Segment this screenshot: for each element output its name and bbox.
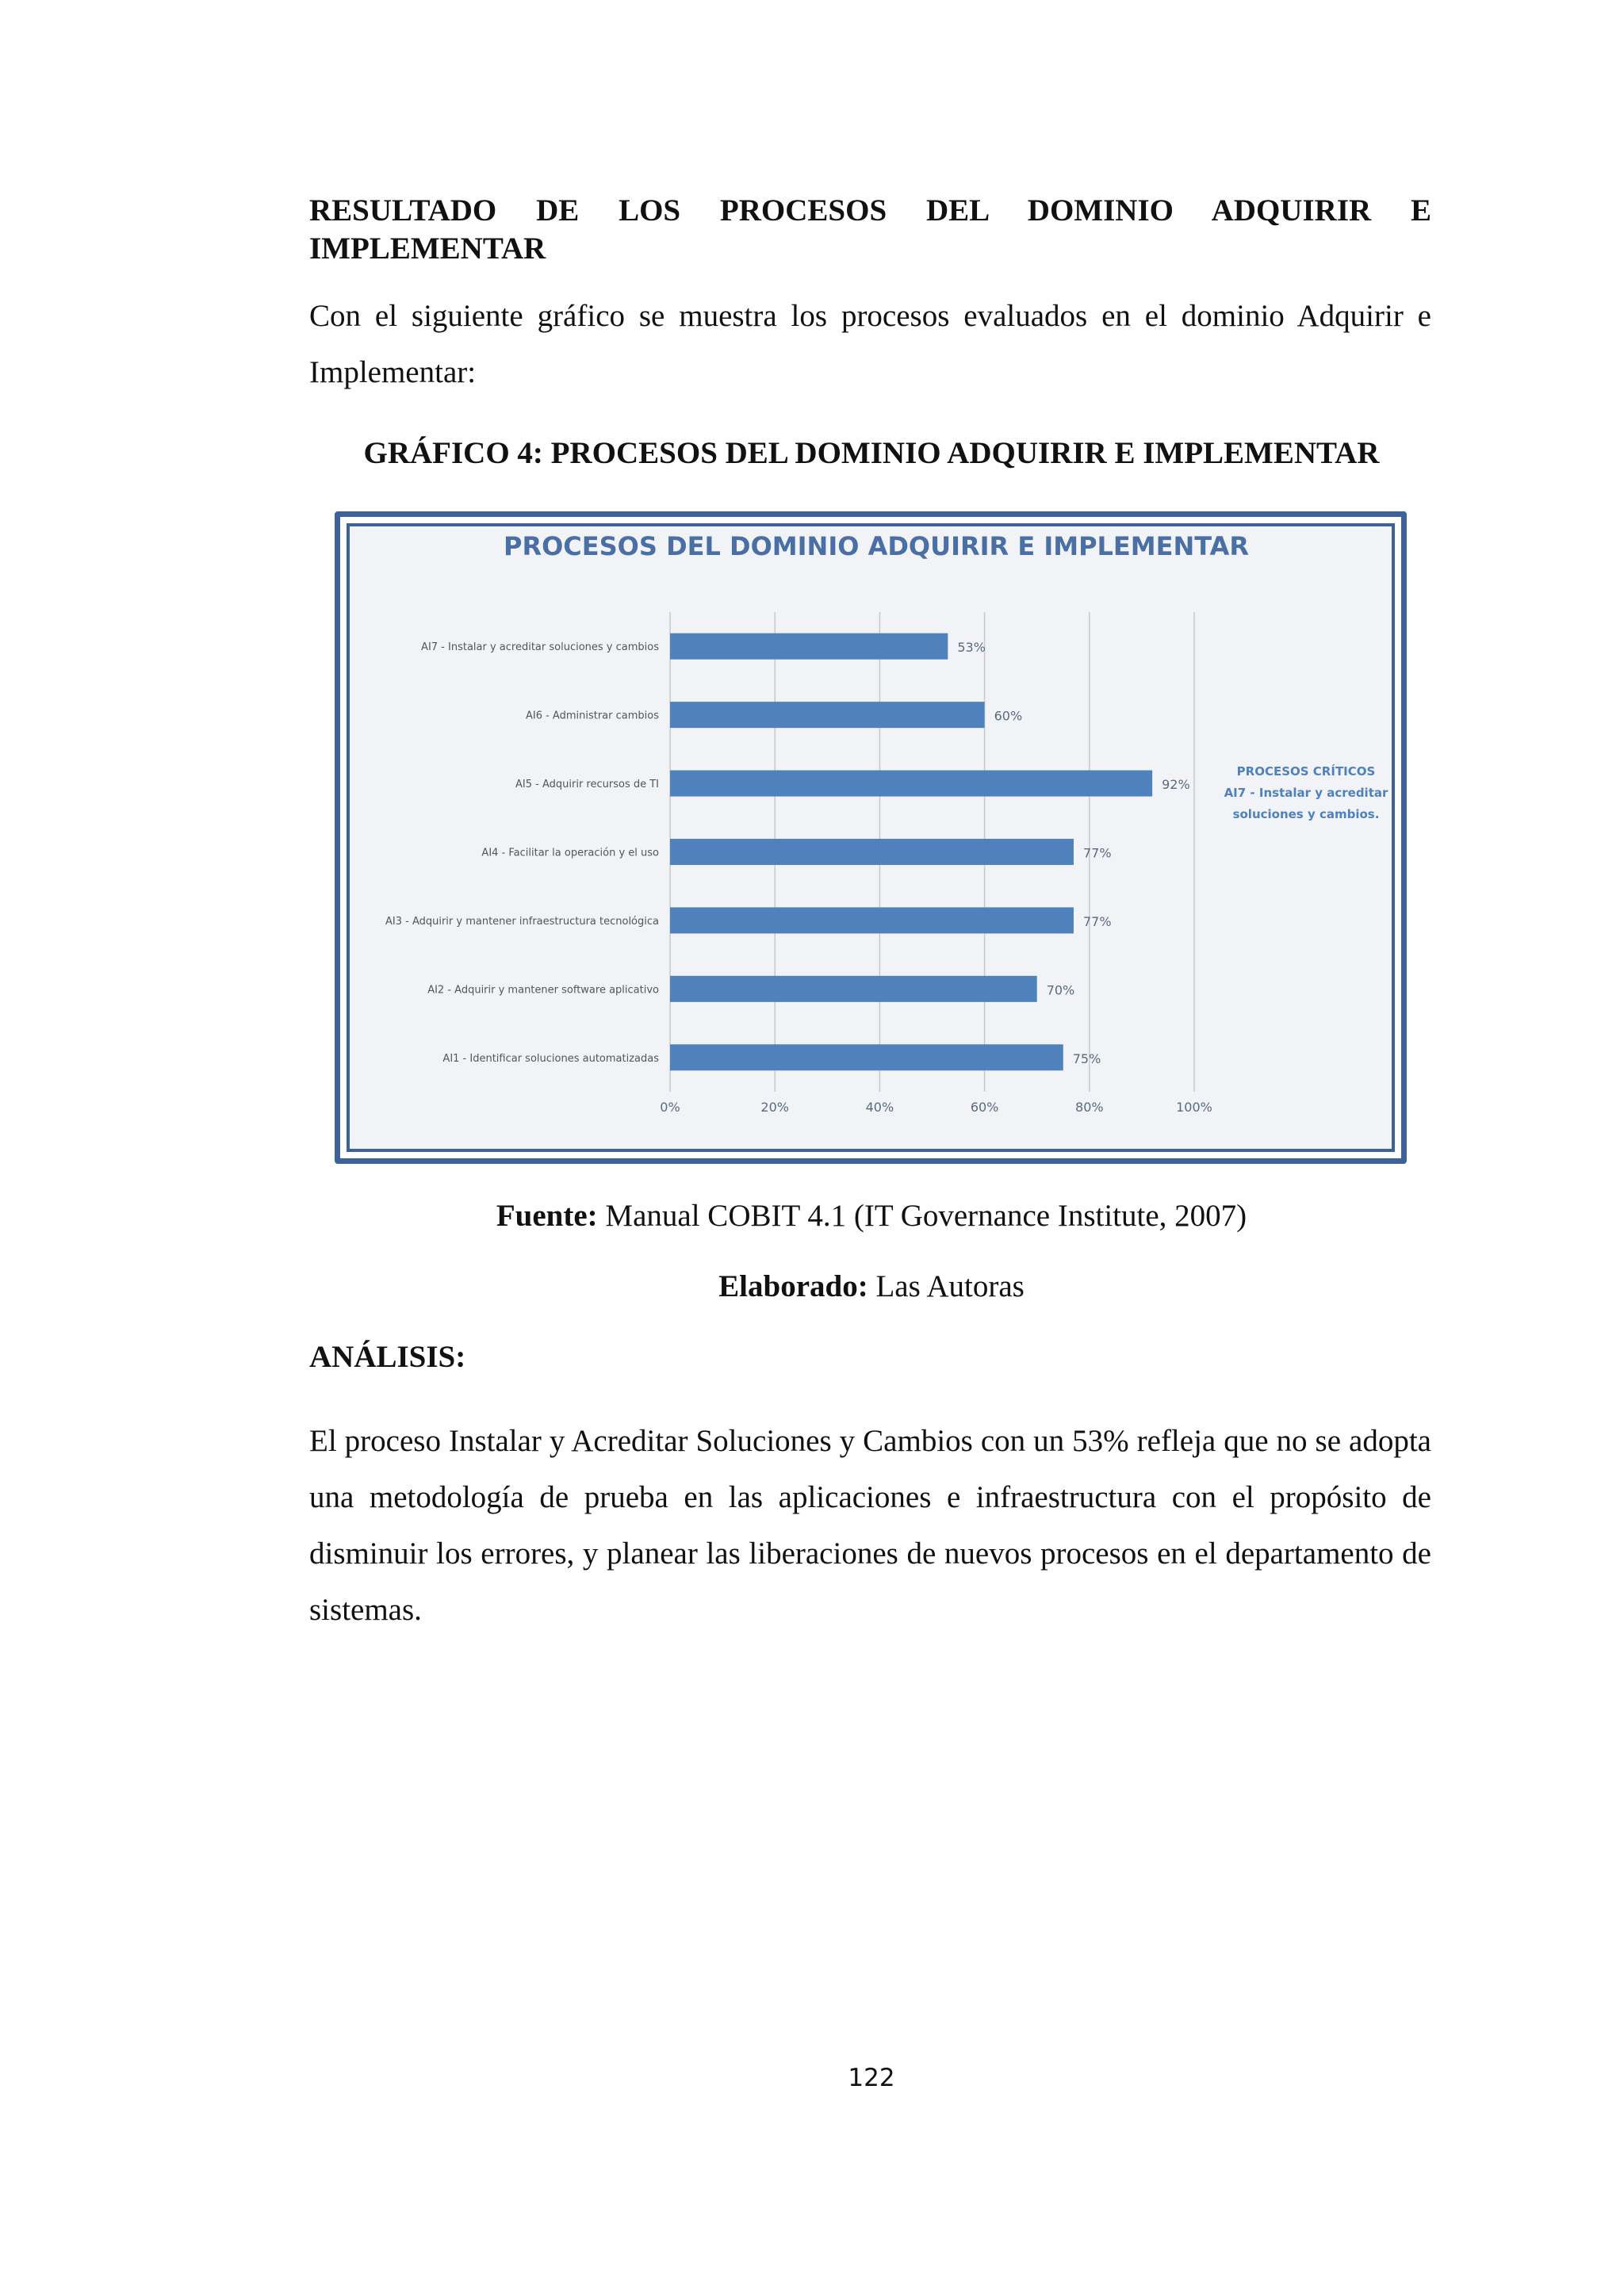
- x-tick-label: 60%: [970, 1100, 999, 1115]
- figure-title: GRÁFICO 4: PROCESOS DEL DOMINIO ADQUIRIR E IMPLEMENTAR: [363, 436, 1380, 470]
- bar: [670, 839, 1074, 865]
- data-label: 75%: [1072, 1050, 1101, 1066]
- page-number: 122: [848, 2064, 895, 2092]
- analysis-heading: ANÁLISIS:: [309, 1340, 466, 1374]
- author-line: [0, 1268, 1624, 1306]
- data-label: 53%: [957, 640, 986, 656]
- bar: [670, 907, 1074, 933]
- bar-chart: [340, 517, 1412, 1169]
- source-label: Fuente:: [496, 1199, 598, 1233]
- bar: [670, 633, 948, 660]
- x-tick-label: 20%: [760, 1100, 789, 1115]
- bar: [670, 976, 1037, 1002]
- bar: [670, 771, 1152, 797]
- data-label: 70%: [1046, 982, 1075, 998]
- category-label: AI3 - Adquirir y mantener infraestructura tecnológica: [385, 915, 659, 928]
- critical-process-note: AI7 - Instalar y acreditar: [1224, 786, 1388, 800]
- data-label: 77%: [1082, 913, 1112, 929]
- section-heading-continued: IMPLEMENTAR: [309, 232, 546, 266]
- category-label: AI2 - Adquirir y mantener software aplicativo: [427, 984, 659, 997]
- x-tick-label: 80%: [1075, 1100, 1104, 1115]
- category-label: AI1 - Identificar soluciones automatizadas: [442, 1052, 659, 1065]
- intro-paragraph: Con el siguiente gráfico se muestra los procesos evaluados en el dominio Adquirir e Implementar:: [309, 299, 1431, 389]
- category-label: AI7 - Instalar y acreditar soluciones y cambios: [421, 641, 659, 654]
- category-label: AI4 - Facilitar la operación y el uso: [481, 847, 659, 859]
- category-label: AI6 - Administrar cambios: [525, 710, 659, 722]
- source-line: [0, 1197, 1624, 1235]
- bar: [670, 702, 985, 728]
- x-tick-label: 100%: [1176, 1100, 1212, 1115]
- source-text: Manual COBIT 4.1 (IT Governance Institute, 2007): [597, 1199, 1247, 1233]
- critical-process-note: soluciones y cambios.: [1232, 807, 1380, 821]
- x-tick-label: 40%: [865, 1100, 894, 1115]
- chart-frame: [335, 511, 1407, 1164]
- data-label: 77%: [1082, 845, 1112, 861]
- author-label: Elaborado:: [718, 1269, 868, 1303]
- critical-process-note: PROCESOS CRÍTICOS: [1236, 764, 1376, 779]
- section-heading: RESULTADO DE LOS PROCESOS DEL DOMINIO ADQUIRIR E: [309, 193, 1431, 228]
- chart-title: PROCESOS DEL DOMINIO ADQUIRIR E IMPLEMENTAR: [503, 531, 1250, 561]
- data-label: 92%: [1162, 777, 1190, 793]
- analysis-paragraph: El proceso Instalar y Acreditar Soluciones y Cambios con un 53% refleja que no se adopta una metodología de prueba en las aplicaciones e infraestructura con el propósito de disminuir los errores, y planear las liberaciones de nuevos procesos en el departamento de sistemas.: [309, 1424, 1431, 1627]
- author-text: Las Autoras: [868, 1269, 1025, 1303]
- category-label: AI5 - Adquirir recursos de TI: [515, 779, 659, 791]
- data-label: 60%: [994, 708, 1023, 724]
- bar: [670, 1044, 1063, 1070]
- x-tick-label: 0%: [660, 1100, 680, 1115]
